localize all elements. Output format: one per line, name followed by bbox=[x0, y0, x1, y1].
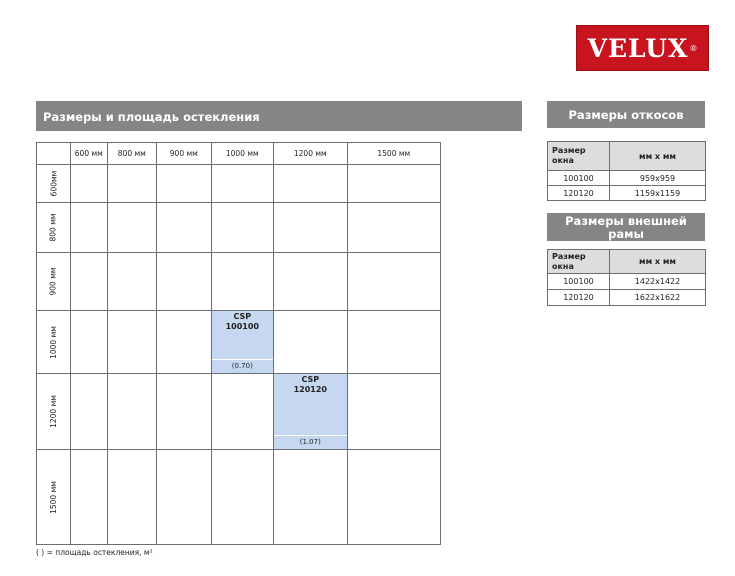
grid-cell bbox=[347, 253, 440, 311]
slopes-header-mm: мм x мм bbox=[610, 142, 706, 171]
grid-cell bbox=[156, 165, 211, 203]
product-cell-csp-100100 bbox=[211, 311, 273, 374]
glazing-grid bbox=[36, 142, 441, 545]
slopes-size-cell: 100100 bbox=[548, 171, 610, 186]
grid-cell bbox=[70, 450, 107, 545]
product-cell-csp-120120 bbox=[273, 374, 347, 450]
grid-cell bbox=[107, 203, 156, 253]
grid-cell bbox=[273, 253, 347, 311]
footnote: ( ) = площадь остекления, м² bbox=[36, 548, 153, 557]
grid-cell bbox=[347, 165, 440, 203]
row-header bbox=[37, 311, 71, 374]
grid-cell bbox=[156, 450, 211, 545]
grid-cell bbox=[107, 253, 156, 311]
frame-size-cell: 120120 bbox=[548, 290, 610, 306]
grid-cell bbox=[156, 253, 211, 311]
frame-title: Размеры внешней рамы bbox=[547, 213, 705, 241]
grid-cell bbox=[273, 203, 347, 253]
velux-logo bbox=[576, 25, 709, 71]
glazing-area: (0.70) bbox=[212, 359, 273, 370]
grid-cell bbox=[156, 374, 211, 450]
slopes-mm-cell: 1159x1159 bbox=[610, 186, 706, 201]
row-header-label: 800 мм bbox=[48, 213, 58, 242]
row-header bbox=[37, 165, 71, 203]
grid-cell bbox=[211, 253, 273, 311]
frame-mm-cell: 1422x1422 bbox=[610, 274, 706, 290]
column-header: 1200 мм bbox=[273, 143, 347, 165]
frame-header-size: Размер окна bbox=[548, 250, 610, 274]
grid-cell bbox=[347, 450, 440, 545]
grid-cell bbox=[347, 203, 440, 253]
grid-cell bbox=[211, 450, 273, 545]
column-header: 1500 мм bbox=[347, 143, 440, 165]
grid-cell bbox=[70, 165, 107, 203]
row-header-label: 600мм bbox=[48, 170, 58, 197]
grid-cell bbox=[273, 311, 347, 374]
grid-cell bbox=[70, 253, 107, 311]
logo-registered-mark: ® bbox=[689, 43, 698, 53]
grid-cell bbox=[107, 374, 156, 450]
column-header: 800 мм bbox=[107, 143, 156, 165]
grid-cell bbox=[70, 311, 107, 374]
grid-cell bbox=[156, 311, 211, 374]
glazing-title: Размеры и площадь остекления bbox=[36, 101, 522, 131]
row-header-label: 900 мм bbox=[48, 267, 58, 296]
row-header-label: 1500 мм bbox=[48, 480, 58, 514]
grid-cell bbox=[70, 374, 107, 450]
row-header bbox=[37, 374, 71, 450]
frame-mm-cell: 1622x1622 bbox=[610, 290, 706, 306]
frame-header-mm: мм x мм bbox=[610, 250, 706, 274]
grid-cell bbox=[211, 203, 273, 253]
grid-cell bbox=[211, 165, 273, 203]
column-header: 900 мм bbox=[156, 143, 211, 165]
slopes-table bbox=[547, 141, 706, 201]
glazing-area: (1.07) bbox=[274, 435, 347, 446]
product-code: 100100 bbox=[225, 322, 259, 331]
product-name: CSP bbox=[233, 312, 252, 321]
row-header bbox=[37, 253, 71, 311]
product-code: 120120 bbox=[293, 385, 327, 394]
product-name: CSP bbox=[301, 375, 320, 384]
grid-cell bbox=[273, 450, 347, 545]
grid-cell bbox=[107, 311, 156, 374]
grid-cell bbox=[211, 374, 273, 450]
row-header bbox=[37, 203, 71, 253]
row-header-label: 1000 мм bbox=[48, 325, 58, 359]
frame-table bbox=[547, 249, 706, 306]
grid-cell bbox=[107, 165, 156, 203]
grid-cell bbox=[156, 203, 211, 253]
row-header bbox=[37, 450, 71, 545]
grid-cell bbox=[273, 165, 347, 203]
column-header: 1000 мм bbox=[211, 143, 273, 165]
grid-cell bbox=[347, 374, 440, 450]
row-header-label: 1200 мм bbox=[48, 395, 58, 428]
grid-corner bbox=[37, 143, 71, 165]
grid-cell bbox=[107, 450, 156, 545]
logo-text: VELUX bbox=[587, 33, 689, 63]
column-header: 600 мм bbox=[70, 143, 107, 165]
frame-size-cell: 100100 bbox=[548, 274, 610, 290]
grid-cell bbox=[70, 203, 107, 253]
slopes-title: Размеры откосов bbox=[547, 101, 705, 128]
slopes-mm-cell: 959x959 bbox=[610, 171, 706, 186]
grid-cell bbox=[347, 311, 440, 374]
slopes-header-size: Размер окна bbox=[548, 142, 610, 171]
slopes-size-cell: 120120 bbox=[548, 186, 610, 201]
